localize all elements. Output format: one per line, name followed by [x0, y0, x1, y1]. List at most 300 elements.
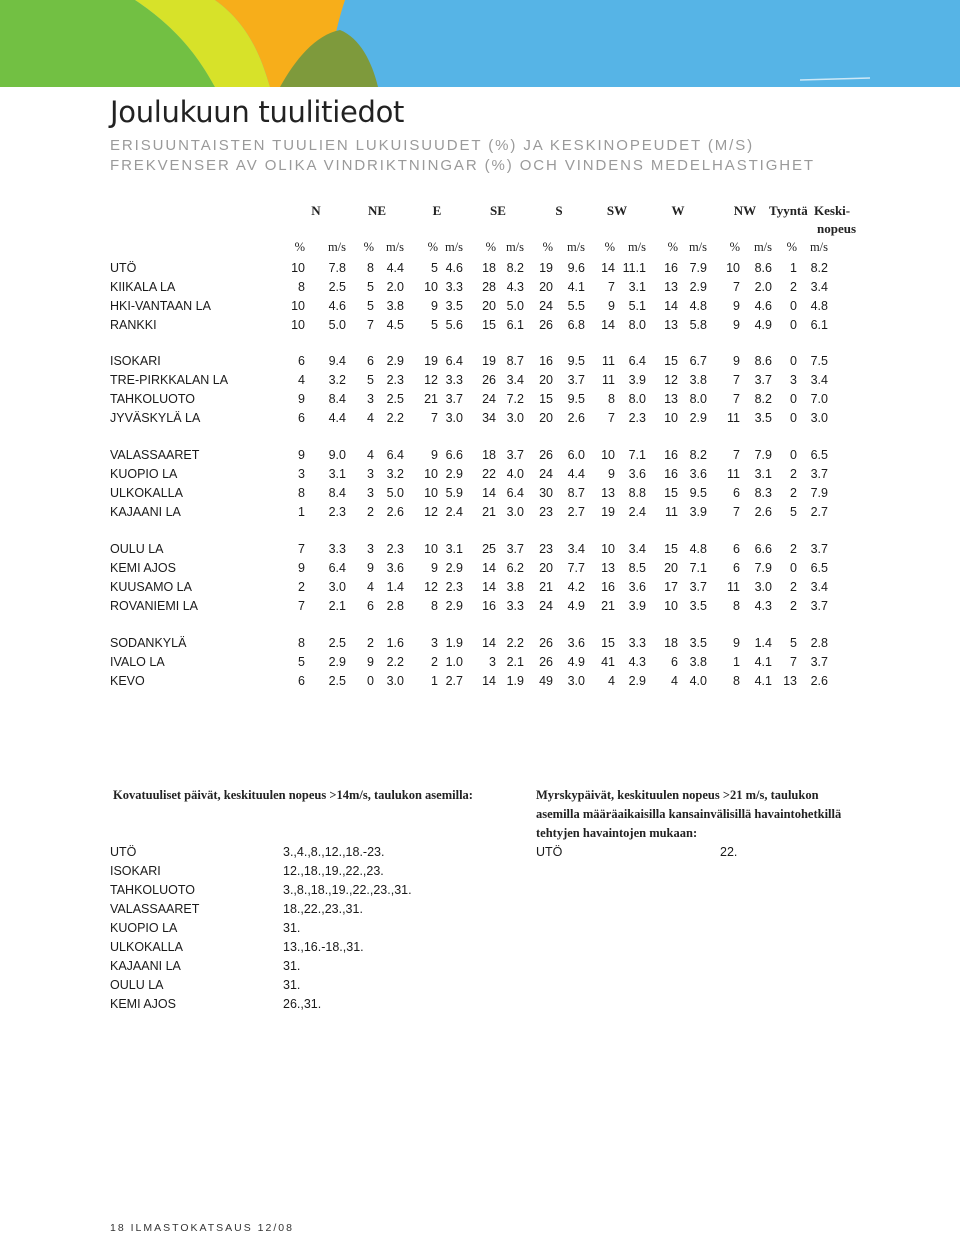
table-cell: 21 — [424, 392, 438, 406]
gale-days-heading-line: tehtyjen havaintojen mukaan: — [536, 826, 698, 840]
table-cell: 5.6 — [445, 318, 463, 332]
table-cell: 6 — [671, 655, 678, 669]
storm-dates: 13.,16.-18.,31. — [283, 940, 364, 954]
table-cell: 23 — [539, 505, 553, 519]
table-cell: 4.3 — [628, 655, 646, 669]
table-cell: 5 — [298, 655, 305, 669]
table-cell: 9 — [733, 354, 740, 368]
table-cell: 4.9 — [567, 655, 585, 669]
page-footer: 18 ILMASTOKATSAUS 12/08 — [110, 1222, 294, 1234]
table-cell: 2.0 — [386, 280, 404, 294]
station-label: UTÖ — [110, 261, 137, 275]
storm-dates: 31. — [283, 959, 301, 973]
table-cell: 4.3 — [754, 599, 772, 613]
table-cell: 7.5 — [810, 354, 828, 368]
table-cell: 7.8 — [328, 261, 346, 275]
table-cell: 3.0 — [506, 505, 524, 519]
table-cell: 3.4 — [567, 542, 585, 556]
table-cell: 8 — [298, 280, 305, 294]
table-cell: 11 — [727, 411, 740, 425]
table-cell: 3.0 — [567, 674, 585, 688]
table-cell: 26 — [539, 318, 553, 332]
table-cell: 3.7 — [810, 655, 828, 669]
table-cell: 2.3 — [445, 580, 463, 594]
table-cell: 30 — [539, 486, 553, 500]
table-cell: 5 — [367, 299, 374, 313]
unit-ms: m/s — [627, 240, 646, 254]
table-cell: 28 — [482, 280, 496, 294]
table-cell: 8.0 — [628, 392, 646, 406]
table-cell: 2.6 — [567, 411, 585, 425]
table-cell: 6.4 — [328, 561, 346, 575]
table-cell: 2.1 — [328, 599, 346, 613]
storm-station: UTÖ — [110, 845, 137, 859]
table-cell: 3.3 — [328, 542, 346, 556]
table-cell: 21 — [539, 580, 553, 594]
table-cell: 3.8 — [689, 373, 707, 387]
table-cell: 5.0 — [328, 318, 346, 332]
unit-ms: m/s — [809, 240, 828, 254]
table-cell: 9 — [733, 299, 740, 313]
table-cell: 8.7 — [506, 354, 524, 368]
table-cell: 2.6 — [810, 674, 828, 688]
table-cell: 1.4 — [386, 580, 404, 594]
table-cell: 6 — [733, 542, 740, 556]
table-cell: 5.0 — [506, 299, 524, 313]
table-cell: 11.1 — [622, 261, 646, 275]
table-cell: 19 — [482, 354, 496, 368]
table-cell: 12 — [424, 373, 438, 387]
table-cell: 7 — [733, 280, 740, 294]
table-cell: 18 — [664, 636, 678, 650]
table-cell: 8.8 — [628, 486, 646, 500]
table-cell: 14 — [601, 318, 615, 332]
table-cell: 3.0 — [445, 411, 463, 425]
table-cell: 3.6 — [628, 467, 646, 481]
table-cell: 2.4 — [628, 505, 646, 519]
table-cell: 9.4 — [328, 354, 346, 368]
table-cell: 10 — [424, 486, 438, 500]
table-cell: 3.5 — [689, 599, 707, 613]
table-cell: 2.3 — [386, 542, 404, 556]
table-cell: 2.7 — [445, 674, 463, 688]
storm-station: VALASSAARET — [110, 902, 200, 916]
storm-station: ULKOKALLA — [110, 940, 183, 954]
table-cell: 3.4 — [810, 580, 828, 594]
table-cell: 2.3 — [328, 505, 346, 519]
table-cell: 9 — [608, 299, 615, 313]
table-cell: 25 — [482, 542, 496, 556]
table-cell: 3.1 — [754, 467, 772, 481]
table-cell: 5 — [367, 373, 374, 387]
table-cell: 7 — [733, 505, 740, 519]
table-cell: 0 — [790, 448, 797, 462]
unit-percent: % — [729, 240, 740, 254]
table-cell: 4 — [671, 674, 678, 688]
table-cell: 4.8 — [689, 542, 707, 556]
table-cell: 9 — [367, 561, 374, 575]
table-cell: 8 — [298, 636, 305, 650]
table-cell: 9 — [298, 448, 305, 462]
table-cell: 3.7 — [689, 580, 707, 594]
table-cell: 4.5 — [386, 318, 404, 332]
table-cell: 9.6 — [567, 261, 585, 275]
table-cell: 20 — [539, 411, 553, 425]
table-cell: 13 — [601, 561, 615, 575]
table-cell: 10 — [664, 411, 678, 425]
table-cell: 2.1 — [506, 655, 524, 669]
table-cell: 3.0 — [506, 411, 524, 425]
table-cell: 4.8 — [689, 299, 707, 313]
table-cell: 13 — [783, 674, 797, 688]
table-cell: 3 — [431, 636, 438, 650]
table-cell: 15 — [539, 392, 553, 406]
unit-ms: m/s — [444, 240, 463, 254]
direction-header-nw: NW — [733, 203, 757, 218]
station-label: KEVO — [110, 674, 145, 688]
table-cell: 2 — [790, 542, 797, 556]
table-cell: 3.0 — [386, 674, 404, 688]
table-cell: 3 — [790, 373, 797, 387]
table-cell: 41 — [601, 655, 615, 669]
storm-days-heading: Kovatuuliset päivät, keskituulen nopeus >14m/s, taulukon asemilla: — [113, 788, 473, 802]
table-cell: 3.7 — [810, 542, 828, 556]
unit-ms: m/s — [385, 240, 404, 254]
table-cell: 5 — [790, 636, 797, 650]
table-cell: 1 — [431, 674, 438, 688]
table-cell: 10 — [291, 261, 305, 275]
direction-header-w: W — [671, 203, 685, 218]
table-cell: 2.7 — [567, 505, 585, 519]
table-cell: 2.5 — [328, 674, 346, 688]
table-cell: 8.6 — [754, 354, 772, 368]
table-cell: 2 — [431, 655, 438, 669]
table-cell: 8 — [733, 674, 740, 688]
direction-header-n: N — [311, 203, 321, 218]
table-cell: 0 — [367, 674, 374, 688]
table-cell: 19 — [424, 354, 438, 368]
table-cell: 6 — [733, 486, 740, 500]
table-cell: 16 — [601, 580, 615, 594]
table-cell: 2 — [367, 636, 374, 650]
table-cell: 4.9 — [567, 599, 585, 613]
table-cell: 3.3 — [445, 373, 463, 387]
table-cell: 2.3 — [386, 373, 404, 387]
gale-dates: 22. — [720, 845, 738, 859]
table-cell: 5 — [431, 318, 438, 332]
table-cell: 7.9 — [689, 261, 707, 275]
table-cell: 4.0 — [689, 674, 707, 688]
table-cell: 7 — [431, 411, 438, 425]
station-label: TAHKOLUOTO — [110, 392, 195, 406]
table-cell: 4.6 — [328, 299, 346, 313]
table-cell: 8 — [298, 486, 305, 500]
table-cell: 3.3 — [445, 280, 463, 294]
table-cell: 14 — [482, 486, 496, 500]
table-cell: 3.1 — [328, 467, 346, 481]
table-cell: 23 — [539, 542, 553, 556]
subtitle-finnish: ERISUUNTAISTEN TUULIEN LUKUISUUDET (%) JA KESKINOPEUDET (M/S) — [110, 137, 755, 154]
table-cell: 7 — [790, 655, 797, 669]
storm-station: KAJAANI LA — [110, 959, 181, 973]
table-cell: 3.7 — [567, 373, 585, 387]
table-cell: 3.8 — [506, 580, 524, 594]
station-label: SODANKYLÄ — [110, 636, 187, 650]
table-cell: 3.1 — [445, 542, 463, 556]
table-cell: 3.2 — [386, 467, 404, 481]
table-cell: 6.5 — [810, 561, 828, 575]
table-cell: 0 — [790, 318, 797, 332]
table-cell: 4 — [608, 674, 615, 688]
table-cell: 10 — [424, 467, 438, 481]
table-cell: 3 — [367, 486, 374, 500]
table-cell: 3.2 — [328, 373, 346, 387]
table-cell: 20 — [664, 561, 678, 575]
table-cell: 4.1 — [754, 674, 772, 688]
calm-header: Tyyntä — [769, 203, 808, 218]
table-cell: 2.9 — [445, 599, 463, 613]
table-cell: 0 — [790, 561, 797, 575]
table-cell: 10 — [291, 318, 305, 332]
station-label: VALASSAARET — [110, 448, 200, 462]
table-cell: 7.7 — [567, 561, 585, 575]
table-cell: 7 — [298, 599, 305, 613]
table-cell: 7.0 — [810, 392, 828, 406]
table-cell: 2 — [790, 280, 797, 294]
table-cell: 8 — [608, 392, 615, 406]
table-cell: 6 — [733, 561, 740, 575]
table-cell: 3.5 — [754, 411, 772, 425]
table-cell: 8 — [733, 599, 740, 613]
table-cell: 2 — [790, 599, 797, 613]
table-cell: 2.5 — [386, 392, 404, 406]
table-cell: 20 — [539, 561, 553, 575]
table-cell: 4.4 — [328, 411, 346, 425]
table-cell: 3.6 — [628, 580, 646, 594]
table-cell: 6 — [298, 674, 305, 688]
table-cell: 7.9 — [754, 561, 772, 575]
table-cell: 4.6 — [445, 261, 463, 275]
table-cell: 11 — [602, 354, 615, 368]
table-cell: 6 — [367, 599, 374, 613]
table-cell: 7.9 — [810, 486, 828, 500]
table-cell: 19 — [539, 261, 553, 275]
table-cell: 20 — [539, 280, 553, 294]
station-label: ROVANIEMI LA — [110, 599, 198, 613]
page-title: Joulukuun tuulitiedot — [110, 95, 405, 129]
table-cell: 4.9 — [754, 318, 772, 332]
table-cell: 18 — [482, 261, 496, 275]
unit-percent: % — [363, 240, 374, 254]
table-cell: 4 — [367, 411, 374, 425]
table-cell: 20 — [539, 373, 553, 387]
table-cell: 7 — [733, 392, 740, 406]
table-cell: 9 — [298, 392, 305, 406]
table-cell: 4.3 — [506, 280, 524, 294]
table-cell: 6.4 — [445, 354, 463, 368]
table-cell: 2.9 — [628, 674, 646, 688]
table-cell: 2.2 — [386, 411, 404, 425]
table-cell: 1 — [733, 655, 740, 669]
table-cell: 16 — [664, 467, 678, 481]
table-cell: 14 — [664, 299, 678, 313]
table-cell: 6.8 — [567, 318, 585, 332]
table-cell: 3.7 — [810, 599, 828, 613]
table-cell: 3.0 — [328, 580, 346, 594]
table-cell: 10 — [424, 542, 438, 556]
table-cell: 9 — [431, 561, 438, 575]
station-label: OULU LA — [110, 542, 164, 556]
station-label: KUOPIO LA — [110, 467, 178, 481]
direction-header-se: SE — [490, 203, 506, 218]
table-cell: 24 — [539, 299, 553, 313]
direction-header-e: E — [432, 203, 442, 218]
table-cell: 8.4 — [328, 486, 346, 500]
table-cell: 10 — [664, 599, 678, 613]
direction-header-ne: NE — [367, 203, 387, 218]
table-cell: 34 — [482, 411, 496, 425]
table-cell: 26 — [539, 448, 553, 462]
unit-percent: % — [294, 240, 305, 254]
subtitle-swedish: FREKVENSER AV OLIKA VINDRIKTNINGAR (%) OCH VINDENS MEDELHASTIGHET — [110, 157, 815, 174]
table-cell: 3.7 — [445, 392, 463, 406]
storm-station: ISOKARI — [110, 864, 161, 878]
table-cell: 6.7 — [689, 354, 707, 368]
table-cell: 21 — [482, 505, 496, 519]
table-cell: 6.4 — [386, 448, 404, 462]
table-cell: 2.6 — [754, 505, 772, 519]
table-cell: 3 — [367, 467, 374, 481]
station-label: JYVÄSKYLÄ LA — [110, 411, 201, 425]
table-cell: 15 — [601, 636, 615, 650]
table-cell: 3.4 — [810, 280, 828, 294]
table-cell: 4.4 — [567, 467, 585, 481]
table-cell: 6.4 — [628, 354, 646, 368]
station-label: ULKOKALLA — [110, 486, 183, 500]
table-cell: 3.3 — [628, 636, 646, 650]
table-cell: 19 — [601, 505, 615, 519]
table-cell: 7.2 — [506, 392, 524, 406]
table-cell: 18 — [482, 448, 496, 462]
table-cell: 1 — [298, 505, 305, 519]
station-label: KUUSAMO LA — [110, 580, 192, 594]
table-cell: 1.6 — [386, 636, 404, 650]
table-cell: 9 — [733, 318, 740, 332]
table-cell: 8.0 — [628, 318, 646, 332]
table-cell: 9 — [733, 636, 740, 650]
storm-dates: 12.,18.,19.,22.,23. — [283, 864, 384, 878]
table-cell: 14 — [482, 674, 496, 688]
table-cell: 7 — [733, 373, 740, 387]
table-cell: 3 — [367, 392, 374, 406]
table-cell: 4 — [298, 373, 305, 387]
table-cell: 8.7 — [567, 486, 585, 500]
table-cell: 2.7 — [810, 505, 828, 519]
table-cell: 13 — [664, 318, 678, 332]
table-cell: 3.5 — [689, 636, 707, 650]
table-cell: 1.9 — [506, 674, 524, 688]
table-cell: 3.6 — [386, 561, 404, 575]
table-cell: 5.5 — [567, 299, 585, 313]
storm-dates: 3.,8.,18.,19.,22.,23.,31. — [283, 883, 412, 897]
table-cell: 17 — [664, 580, 678, 594]
table-cell: 1.4 — [754, 636, 772, 650]
table-cell: 4.0 — [506, 467, 524, 481]
table-cell: 16 — [664, 448, 678, 462]
table-cell: 16 — [664, 261, 678, 275]
unit-ms: m/s — [505, 240, 524, 254]
table-cell: 2.9 — [386, 354, 404, 368]
table-cell: 0 — [790, 392, 797, 406]
table-cell: 5 — [367, 280, 374, 294]
table-cell: 2.9 — [689, 280, 707, 294]
storm-dates: 3.,4.,8.,12.,18.-23. — [283, 845, 385, 859]
table-cell: 8.3 — [754, 486, 772, 500]
table-cell: 11 — [727, 467, 740, 481]
unit-percent: % — [667, 240, 678, 254]
table-cell: 13 — [664, 392, 678, 406]
table-cell: 4.4 — [386, 261, 404, 275]
table-cell: 4.6 — [754, 299, 772, 313]
table-cell: 5 — [431, 261, 438, 275]
table-cell: 26 — [482, 373, 496, 387]
table-cell: 3 — [298, 467, 305, 481]
table-cell: 6.1 — [506, 318, 524, 332]
table-cell: 10 — [601, 542, 615, 556]
table-cell: 4.8 — [810, 299, 828, 313]
direction-header-sw: SW — [606, 203, 628, 218]
table-cell: 8.2 — [810, 261, 828, 275]
unit-percent: % — [427, 240, 438, 254]
table-cell: 2.6 — [386, 505, 404, 519]
table-cell: 5 — [790, 505, 797, 519]
table-cell: 15 — [482, 318, 496, 332]
table-cell: 2.9 — [445, 561, 463, 575]
unit-ms: m/s — [753, 240, 772, 254]
table-cell: 10 — [726, 261, 740, 275]
table-cell: 2 — [790, 467, 797, 481]
table-cell: 2.9 — [328, 655, 346, 669]
table-cell: 8 — [367, 261, 374, 275]
mean-header-line1: Keski- — [814, 203, 851, 218]
table-cell: 2.5 — [328, 636, 346, 650]
table-cell: 3.5 — [445, 299, 463, 313]
station-label: ISOKARI — [110, 354, 161, 368]
table-cell: 3.3 — [506, 599, 524, 613]
table-cell: 5.0 — [386, 486, 404, 500]
table-cell: 3.9 — [628, 373, 646, 387]
table-cell: 0 — [790, 299, 797, 313]
unit-ms: m/s — [566, 240, 585, 254]
table-cell: 2.4 — [445, 505, 463, 519]
unit-percent: % — [542, 240, 553, 254]
table-cell: 1 — [790, 261, 797, 275]
table-cell: 6 — [367, 354, 374, 368]
table-cell: 5.8 — [689, 318, 707, 332]
storm-station: KUOPIO LA — [110, 921, 178, 935]
table-cell: 21 — [601, 599, 615, 613]
table-cell: 2 — [790, 486, 797, 500]
table-cell: 3.6 — [567, 636, 585, 650]
table-cell: 7 — [608, 280, 615, 294]
table-cell: 1.9 — [445, 636, 463, 650]
table-cell: 3.1 — [628, 280, 646, 294]
station-label: HKI-VANTAAN LA — [110, 299, 211, 313]
table-cell: 24 — [539, 467, 553, 481]
table-cell: 4.2 — [567, 580, 585, 594]
table-cell: 12 — [664, 373, 678, 387]
table-cell: 7 — [298, 542, 305, 556]
